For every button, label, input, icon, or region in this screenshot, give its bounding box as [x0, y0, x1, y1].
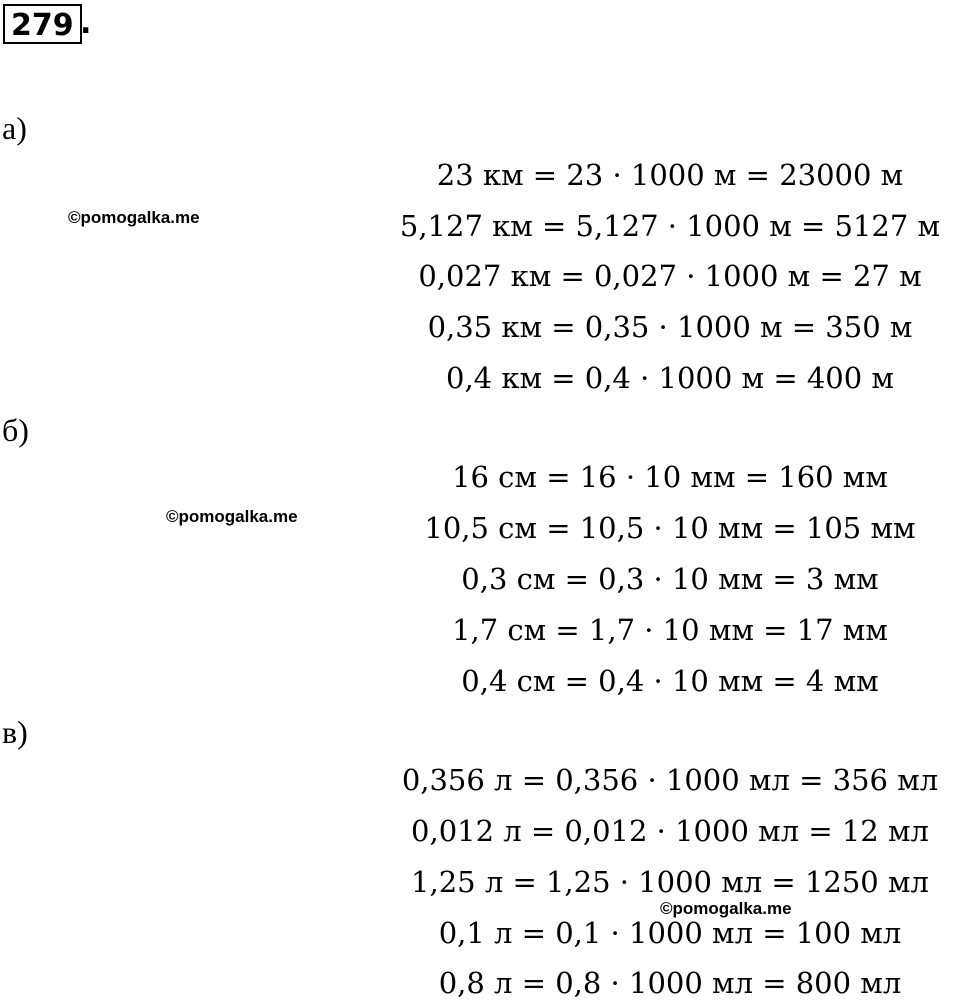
equation-line: 0,4 км = 0,4 · 1000 м = 400 м [446, 361, 894, 395]
equation-line: 0,4 см = 0,4 · 10 мм = 4 мм [461, 664, 879, 698]
equation-line: 0,012 л = 0,012 · 1000 мл = 12 мл [411, 814, 929, 848]
equation-line: 10,5 см = 10,5 · 10 мм = 105 мм [424, 511, 916, 545]
equation-line: 1,7 см = 1,7 · 10 мм = 17 мм [452, 613, 888, 647]
equation-line: 0,1 л = 0,1 · 1000 мл = 100 мл [438, 916, 902, 950]
equation-line: 0,35 км = 0,35 · 1000 м = 350 м [427, 310, 913, 344]
section-b-label: б) [2, 412, 29, 448]
equation-line: 1,25 л = 1,25 · 1000 мл = 1250 мл [411, 865, 929, 899]
watermark: ©pomogalka.me [660, 899, 792, 918]
watermark: ©pomogalka.me [68, 208, 200, 227]
equation-line: 0,356 л = 0,356 · 1000 мл = 356 мл [401, 763, 939, 797]
watermark: ©pomogalka.me [166, 507, 298, 526]
equation-line: 16 см = 16 · 10 мм = 160 мм [452, 460, 888, 494]
equation-line: 0,8 л = 0,8 · 1000 мл = 800 мл [438, 966, 902, 1000]
equation-line: 23 км = 23 · 1000 м = 23000 м [436, 158, 904, 192]
section-a-label: а) [2, 110, 27, 146]
section-c-label: в) [2, 714, 28, 750]
equation-line: 0,3 см = 0,3 · 10 мм = 3 мм [461, 562, 879, 596]
problem-number-dot: . [80, 6, 92, 41]
equation-line: 5,127 км = 5,127 · 1000 м = 5127 м [399, 209, 941, 243]
problem-number: 279 [3, 4, 82, 44]
equation-line: 0,027 км = 0,027 · 1000 м = 27 м [418, 259, 922, 293]
